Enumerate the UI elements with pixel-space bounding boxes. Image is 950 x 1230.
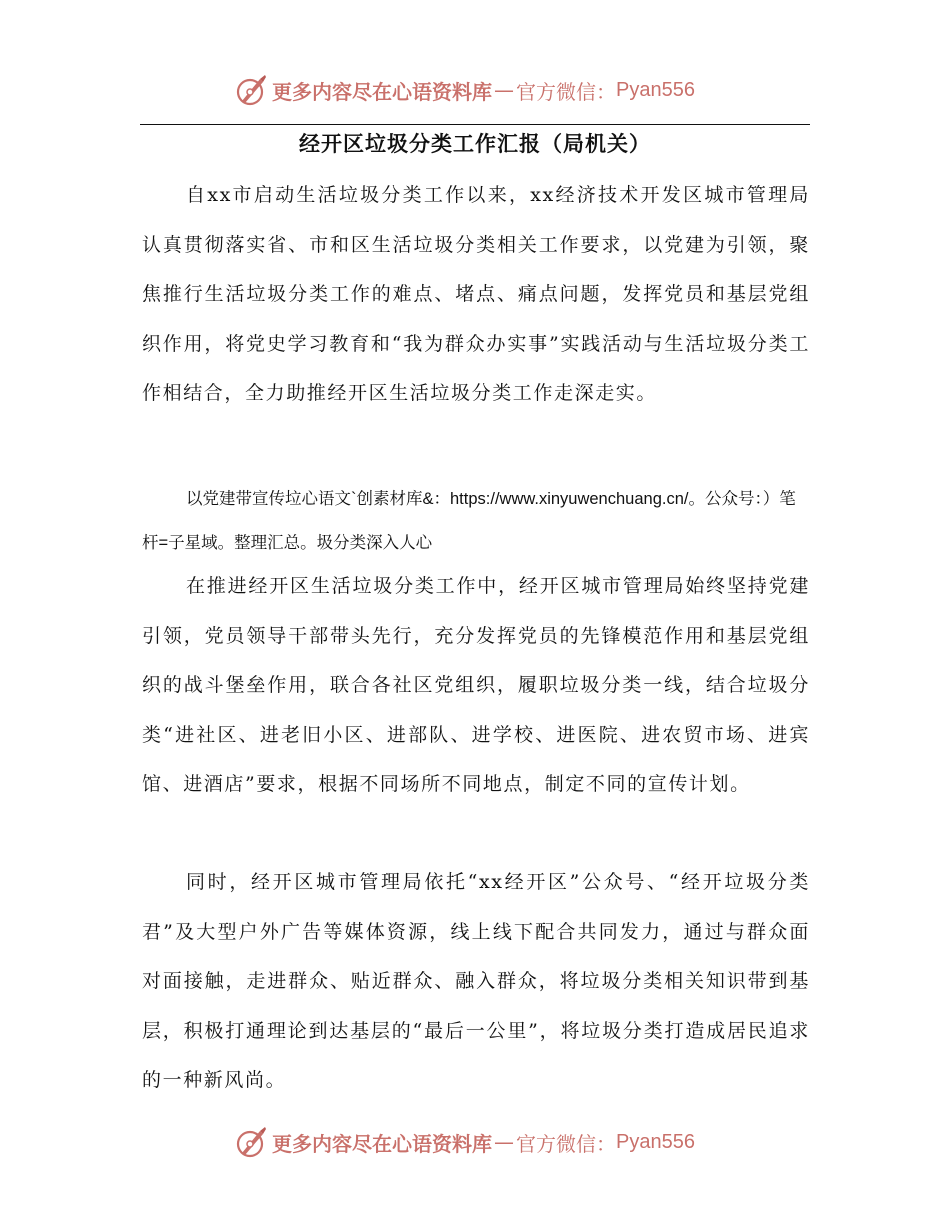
- paragraph-2-watermark-note: 以党建带宣传垃心语文`创素材库&：https://www.xinyuwenchuang.cn/。公众号：）笔杆=子星域。整理汇总。圾分类深入人心: [142, 490, 796, 552]
- quill-pen-logo-icon: [234, 73, 268, 107]
- banner-separator: —: [494, 1130, 514, 1154]
- quill-pen-logo-icon: [234, 1125, 268, 1159]
- banner-separator: —: [494, 78, 514, 102]
- document-title: 经开区垃圾分类工作汇报（局机关）: [299, 132, 651, 156]
- paragraph-3: 在推进经开区生活垃圾分类工作中，经开区城市管理局始终坚持党建引领，党员领导干部带头先行，充分发挥党员的先锋模范作用和基层党组织的战斗堡垒作用，联合各社区党组织，履职垃圾分类一线，结合垃圾分类“进社区、进老旧小区、进部队、进学校、进医院、进农贸市场、进宾馆、进酒店”要求，根据不同场所不同地点，制定不同的宣传计划。: [142, 575, 810, 795]
- header-banner: [234, 72, 695, 108]
- banner-wechat-id: Pyan556: [616, 78, 695, 101]
- paragraph-1: 自xx市启动生活垃圾分类工作以来，xx经济技术开发区城市管理局认真贯彻落实省、市和区生活垃圾分类相关工作要求，以党建为引领，聚焦推行生活垃圾分类工作的难点、堵点、痛点问题，发挥党员和基层党组织作用，将党史学习教育和“我为群众办实事”实践活动与生活垃圾分类工作相结合，全力助推经开区生活垃圾分类工作走深走实。: [142, 184, 810, 404]
- header-rule: [140, 124, 810, 125]
- banner-main-text: 更多内容尽在心语资料库: [272, 1131, 492, 1156]
- banner-wechat-label: 官方微信：: [516, 1131, 616, 1156]
- banner-wechat-label: 官方微信：: [516, 79, 616, 104]
- paragraph-4: 同时，经开区城市管理局依托“xx经开区”公众号、“经开垃圾分类君”及大型户外广告等媒体资源，线上线下配合共同发力，通过与群众面对面接触，走进群众、贴近群众、融入群众，将垃圾分类相关知识带到基层，积极打通理论到达基层的“最后一公里”，将垃圾分类打造成居民追求的一种新风尚。: [142, 871, 810, 1091]
- banner-main-text: 更多内容尽在心语资料库: [272, 79, 492, 104]
- banner-wechat-id: Pyan556: [616, 1130, 695, 1153]
- footer-banner: [234, 1124, 695, 1160]
